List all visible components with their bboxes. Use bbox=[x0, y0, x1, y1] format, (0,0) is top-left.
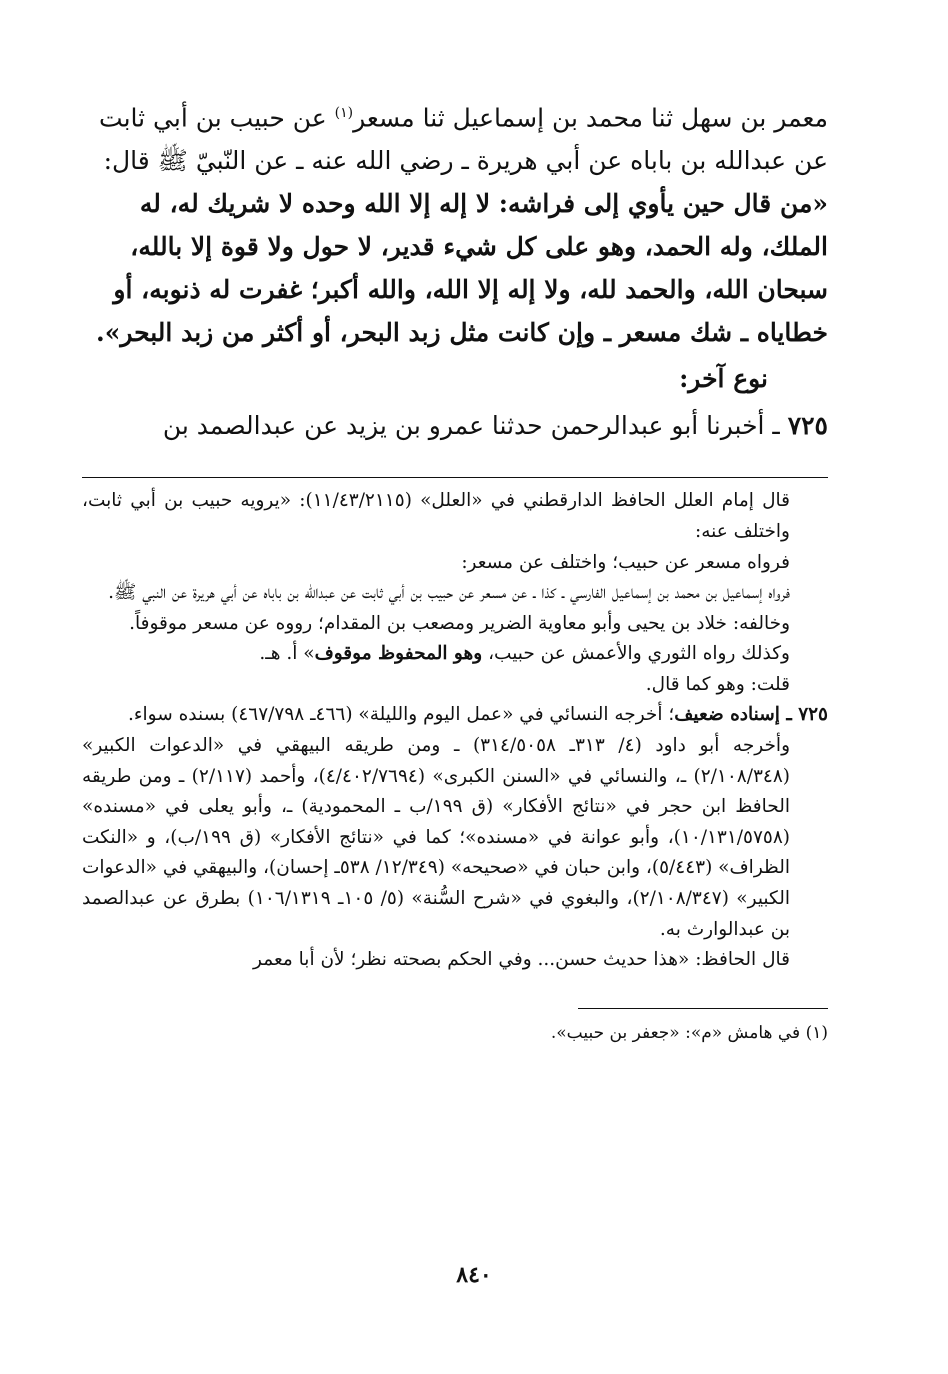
note-paragraph: قال إمام العلل الحافظ الدارقطني في «العلل» (١١/٤٣/٢١١٥): «يرويه حبيب بن أبي ثابت، واختلف عنه: bbox=[82, 490, 791, 542]
hadith-text: الملك، وله الحمد، وهو على كل شيء قدير، لا حول ولا قوة إلا بالله، bbox=[130, 232, 828, 262]
separator-rule bbox=[82, 477, 828, 478]
hadith-number: ٧٢٥ bbox=[787, 411, 828, 441]
note-paragraph: وأخرجه أبو داود (٤/ ٣١٣ـ ٣١٤/٥٠٥٨) ـ ومن طريقه البيهقي في «الدعوات الكبير» (٢/١٠٨/٣٤٨) ـ، والنسائي في «السنن الكبرى» (٤/٤٠٢/٧٦٩٤)، وأحمد (٢/١١٧) ـ ومن طريقه الحافظ ابن حجر في «نتائج الأفكار» (ق ١٩٩/ب ـ المحمودية) ـ، وأبو يعلى في «مسنده» (١٠/١٣١/٥٧٥٨)، وأبو عوانة في «مسنده»؛ كما في «نتائج الأفكار» (ق ١٩٩/ب)، و «النكت الظراف» (٥/٤٤٣)، وابن حبان في «صحيحه» (١٢/٣٤٩/ ٥٣٨ـ إحسان)، والبيهقي في «الدعوات الكبير» (٢/١٠٨/٣٤٧)، والبغوي في «شرح السُّنة» (٥/ ١٠٥ـ ١٠٦/١٣١٩) بطرق عن عبدالصمد بن عبدالوارث به. bbox=[82, 735, 791, 940]
note-paragraph: وخالفه: خلاد بن يحيى وأبو معاوية الضرير ومصعب بن المقدام؛ رووه عن مسعر موقوفاً. bbox=[129, 612, 790, 634]
footnote: (١) في هامش «م»: «جعفر بن حبيب». bbox=[550, 1022, 828, 1043]
note-paragraph: فرواه إسماعيل بن محمد بن إسماعيل الفارسي ـ كذا ـ عن مسعر عن حبيب بن أبي ثابت عن عبدالله بن باباه عن أبي هريرة عن النبي ﷺ. bbox=[108, 582, 790, 604]
note-paragraph: وكذلك رواه الثوري والأعمش عن حبيب، وهو المحفوظ موقوف» أ. هـ. bbox=[259, 643, 790, 665]
section-heading: نوع آخر: bbox=[679, 364, 768, 394]
main-line: ٧٢٥ ـ أخبرنا أبو عبدالرحمن حدثنا عمرو بن يزيد عن عبدالصمد بن bbox=[162, 411, 828, 441]
grading-label: ٧٢٥ ـ إسناده ضعيف bbox=[674, 704, 828, 726]
hadith-text: سبحان الله، والحمد لله، ولا إله إلا الله، والله أكبر؛ غفرت له ذنوبه، أو bbox=[113, 275, 828, 305]
page-number: ٨٤٠ bbox=[456, 1262, 492, 1288]
main-text bbox=[82, 92, 828, 447]
note-paragraph: فرواه مسعر عن حبيب؛ واختلف عن مسعر: bbox=[461, 551, 790, 573]
footnote-marker[interactable]: (١) bbox=[334, 105, 354, 121]
commentary bbox=[82, 486, 828, 976]
footnotes bbox=[82, 1019, 828, 1047]
note-paragraph: قال الحافظ: «هذا حديث حسن... وفي الحكم بصحته نظر؛ لأن أبا معمر bbox=[253, 949, 790, 971]
note-paragraph: قلت: وهو كما قال. bbox=[645, 673, 790, 695]
main-line: عن عبدالله بن باباه عن أبي هريرة ـ رضي الله عنه ـ عن النّبيّ ﷺ قال: bbox=[103, 146, 828, 176]
page-content bbox=[82, 92, 828, 1047]
main-line: معمر بن سهل ثنا محمد بن إسماعيل ثنا مسعر$^{(١)}$ عن حبيب بن أبي ثابت bbox=[99, 103, 828, 133]
hadith-text: خطاياه ـ شك مسعر ـ وإن كانت مثل زبد البحر، أو أكثر من زبد البحر». bbox=[96, 318, 828, 348]
note-paragraph: ٧٢٥ ـ إسناده ضعيف؛ أخرجه النسائي في «عمل اليوم والليلة» (٤٦٦ـ ٤٦٧/٧٩٨) بسنده سواء. bbox=[127, 704, 828, 726]
footnote-rule bbox=[578, 1008, 828, 1009]
hadith-text: «من قال حين يأوي إلى فراشه: لا إله إلا الله وحده لا شريك له، له bbox=[139, 189, 828, 219]
